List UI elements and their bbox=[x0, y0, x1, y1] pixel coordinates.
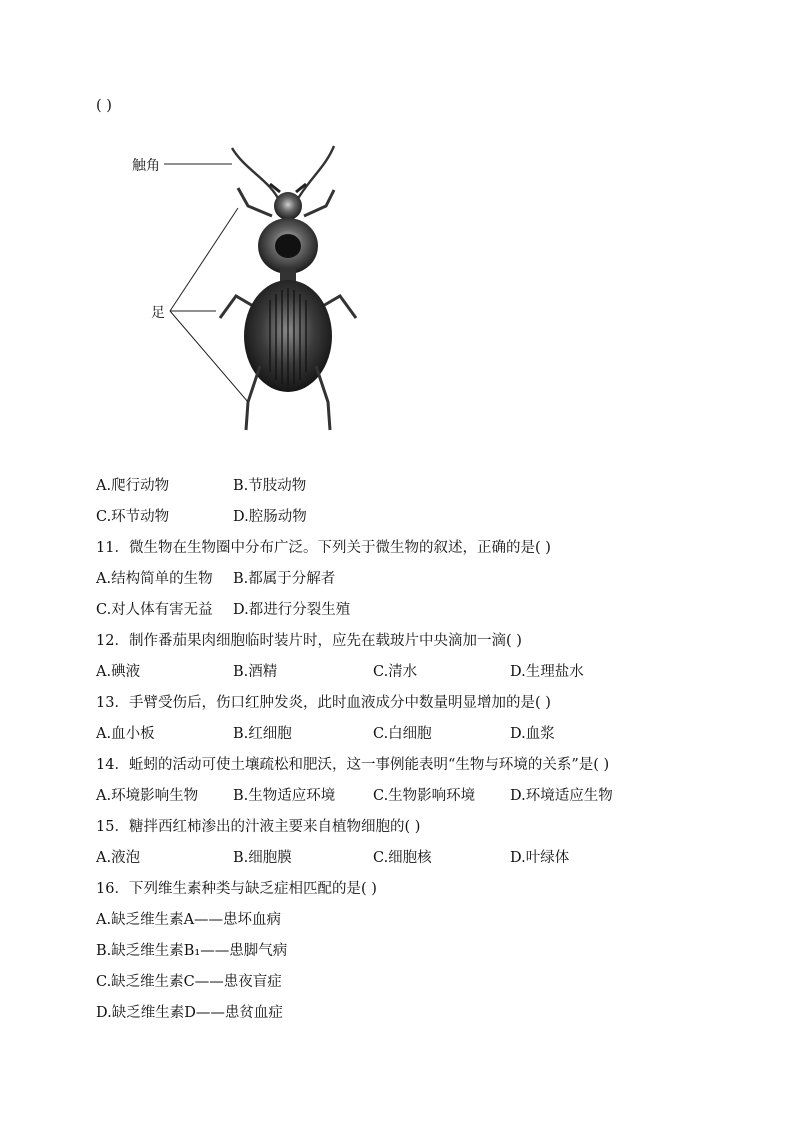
q12-stem: 12．制作番茄果肉细胞临时装片时，应先在载玻片中央滴加一滴( ) bbox=[96, 633, 522, 649]
q16-option-c: C.缺乏维生素C——患夜盲症 bbox=[96, 974, 282, 990]
q16-option-a: A.缺乏维生素A——患坏血病 bbox=[96, 912, 282, 928]
q14-option-c: C.生物影响环境 bbox=[373, 788, 476, 804]
beetle-figure bbox=[120, 140, 380, 440]
q16-stem: 16．下列维生素种类与缺乏症相匹配的是( ) bbox=[96, 881, 377, 897]
q11-option-d: D.都进行分裂生殖 bbox=[233, 602, 351, 618]
q15-stem: 15．糖拌西红柿渗出的汁液主要来自植物细胞的( ) bbox=[96, 819, 421, 835]
q12-option-c: C.清水 bbox=[373, 664, 418, 680]
antenna-label: 触角 bbox=[132, 158, 160, 174]
q13-option-a: A.血小板 bbox=[96, 726, 155, 742]
q16-option-d: D.缺乏维生素D——患贫血症 bbox=[96, 1005, 283, 1021]
q14-option-d: D.环境适应生物 bbox=[510, 788, 613, 804]
q15-option-a: A.液泡 bbox=[96, 850, 141, 866]
q15-option-d: D.叶绿体 bbox=[510, 850, 570, 866]
q12-option-d: D.生理盐水 bbox=[510, 664, 584, 680]
q10-option-a: A.爬行动物 bbox=[96, 478, 170, 494]
q16-option-b: B.缺乏维生素B₁——患脚气病 bbox=[96, 943, 288, 959]
q10-option-c: C.环节动物 bbox=[96, 509, 170, 525]
q14-option-b: B.生物适应环境 bbox=[233, 788, 336, 804]
q13-option-b: B.红细胞 bbox=[233, 726, 292, 742]
q15-option-c: C.细胞核 bbox=[373, 850, 432, 866]
q13-option-c: C.白细胞 bbox=[373, 726, 432, 742]
q11-option-a: A.结构简单的生物 bbox=[96, 571, 213, 587]
q14-option-a: A.环境影响生物 bbox=[96, 788, 199, 804]
q13-stem: 13．手臂受伤后，伤口红肿发炎，此时血液成分中数量明显增加的是( ) bbox=[96, 695, 551, 711]
q13-option-d: D.血浆 bbox=[510, 726, 555, 742]
leg-label: 足 bbox=[151, 305, 165, 321]
q15-option-b: B.细胞膜 bbox=[233, 850, 292, 866]
q10-option-d: D.腔肠动物 bbox=[233, 509, 307, 525]
beetle-illustration bbox=[120, 140, 380, 440]
q14-stem: 14．蚯蚓的活动可使土壤疏松和肥沃，这一事例能表明“生物与环境的关系”是( ) bbox=[96, 757, 610, 773]
q10-option-b: B.节肢动物 bbox=[233, 478, 307, 494]
q12-option-b: B.酒精 bbox=[233, 664, 278, 680]
q11-option-c: C.对人体有害无益 bbox=[96, 602, 213, 618]
q11-stem: 11．微生物在生物圈中分布广泛。下列关于微生物的叙述，正确的是( ) bbox=[96, 540, 551, 556]
question-10-paren: ( ) bbox=[96, 98, 112, 114]
q12-option-a: A.碘液 bbox=[96, 664, 141, 680]
q11-option-b: B.都属于分解者 bbox=[233, 571, 336, 587]
